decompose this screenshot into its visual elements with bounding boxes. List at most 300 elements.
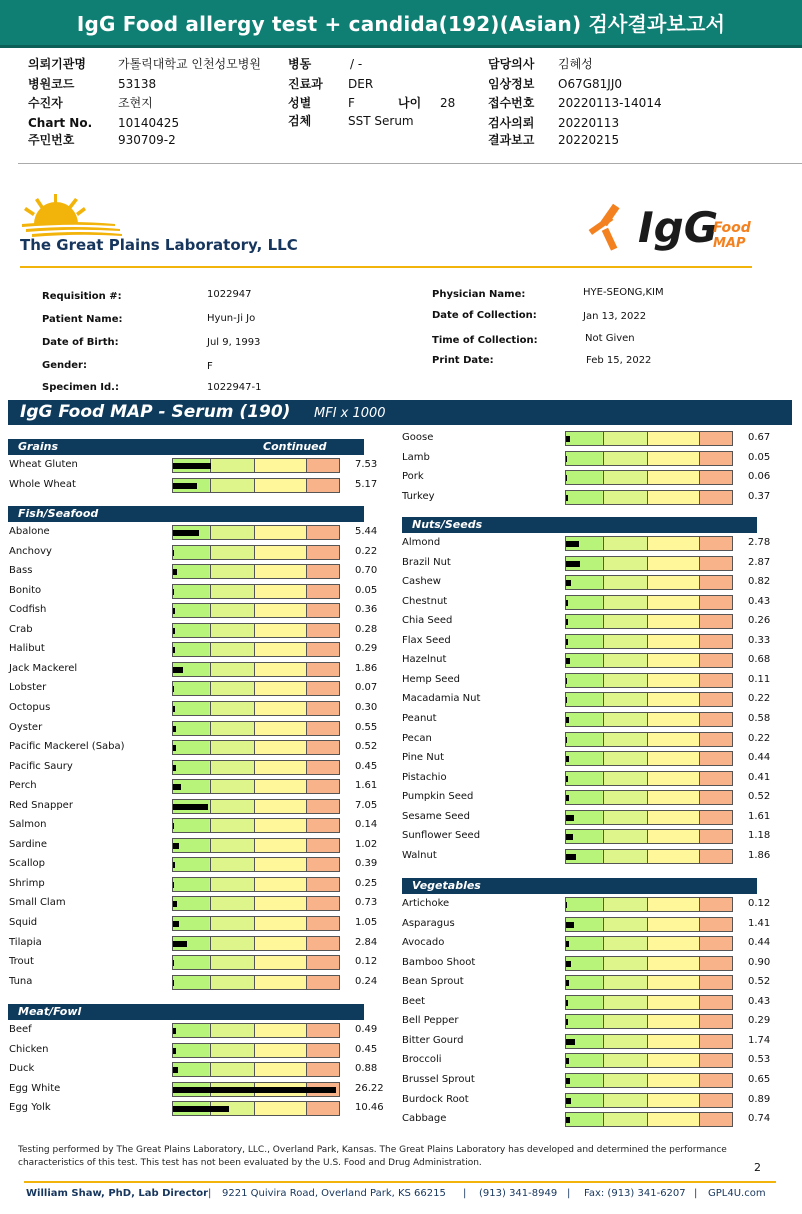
result-value: 0.82 — [748, 576, 771, 588]
food-name: Egg Yolk — [9, 1102, 51, 1114]
food-name: Salmon — [9, 819, 47, 831]
result-bar — [565, 829, 733, 844]
food-name: Crab — [9, 623, 33, 635]
food-name: Pacific Mackerel (Saba) — [9, 741, 125, 753]
bar-divider — [647, 898, 648, 911]
bar-divider — [699, 937, 700, 950]
food-name: Chestnut — [402, 595, 448, 607]
bar-fill — [566, 776, 568, 782]
result-row — [0, 573, 802, 592]
food-name: Bonito — [9, 584, 42, 596]
patient-label: Date of Collection: — [432, 310, 537, 321]
bar-divider — [699, 596, 700, 609]
result-value: 1.02 — [355, 838, 378, 850]
result-bar — [565, 451, 733, 466]
bar-divider — [603, 557, 604, 570]
result-bar — [565, 849, 733, 864]
result-bar — [172, 877, 340, 892]
bar-divider — [647, 937, 648, 950]
result-value: 0.26 — [748, 615, 771, 627]
result-value: 0.68 — [748, 654, 771, 666]
patient-value: 1022947 — [207, 289, 252, 300]
bar-fill — [566, 619, 568, 625]
bar-divider — [603, 432, 604, 445]
result-value: 0.14 — [355, 819, 378, 831]
lab-address: 9221 Quivira Road, Overland Park, KS 66215 — [222, 1188, 446, 1199]
result-value: 2.84 — [355, 936, 378, 948]
food-name: Pacific Saury — [9, 760, 73, 772]
bar-divider — [603, 576, 604, 589]
bar-divider — [603, 830, 604, 843]
result-row — [0, 769, 802, 788]
bar-fill — [566, 495, 568, 501]
food-name: Walnut — [402, 849, 437, 861]
result-bar — [565, 1073, 733, 1088]
bar-divider — [647, 1113, 648, 1126]
result-bar — [565, 810, 733, 825]
bar-divider — [699, 537, 700, 550]
header-value: SST Serum — [348, 114, 414, 128]
food-name: Egg White — [9, 1082, 61, 1094]
result-bar — [565, 556, 733, 571]
result-row — [0, 827, 802, 846]
result-value: 5.17 — [355, 478, 378, 490]
header-label: 검사의뢰 — [488, 116, 535, 130]
result-value: 0.28 — [355, 623, 378, 635]
header-value: 20220215 — [558, 133, 620, 147]
result-row — [0, 730, 802, 749]
result-bar — [565, 751, 733, 766]
result-row — [0, 554, 802, 573]
header-value: 가톨릭대학교 인천성모병원 — [118, 57, 261, 71]
food-name: Oyster — [9, 721, 43, 733]
patient-label: Time of Collection: — [432, 335, 538, 346]
bar-divider — [647, 596, 648, 609]
bar-divider — [699, 898, 700, 911]
food-name: Flax Seed — [402, 634, 451, 646]
page-number: 2 — [754, 1161, 761, 1174]
result-value: 1.86 — [748, 849, 771, 861]
bar-divider — [699, 471, 700, 484]
food-name: Pork — [402, 471, 424, 483]
result-value: 0.53 — [748, 1054, 771, 1066]
bar-divider — [699, 452, 700, 465]
main-title: IgG Food MAP - Serum (190) — [20, 402, 291, 422]
food-name: Bamboo Shoot — [402, 956, 476, 968]
bar-divider — [603, 713, 604, 726]
bar-divider — [603, 1074, 604, 1087]
header-value: 10140425 — [118, 116, 180, 130]
bar-divider — [603, 957, 604, 970]
food-name: Sardine — [9, 838, 48, 850]
result-value: 0.45 — [355, 760, 378, 772]
result-value: 0.12 — [355, 956, 378, 968]
result-row — [0, 895, 802, 914]
bar-divider — [647, 830, 648, 843]
bar-fill — [566, 580, 571, 586]
bar-divider — [647, 976, 648, 989]
bar-divider — [603, 654, 604, 667]
result-value: 0.11 — [748, 673, 771, 685]
header-value: 53138 — [118, 77, 157, 91]
patient-label: Gender: — [42, 360, 87, 371]
bar-fill — [566, 1058, 569, 1064]
result-row — [0, 1071, 802, 1090]
result-row — [0, 993, 802, 1012]
food-name: Broccoli — [402, 1054, 442, 1066]
result-value: 0.05 — [748, 451, 771, 463]
result-value: 0.90 — [748, 956, 771, 968]
result-bar — [565, 1014, 733, 1029]
result-value: 1.61 — [748, 810, 771, 822]
header-value: 20220113 — [558, 116, 620, 130]
bar-divider — [603, 1094, 604, 1107]
food-name: Pumpkin Seed — [402, 791, 474, 803]
result-value: 0.49 — [355, 1024, 378, 1035]
result-value: 0.52 — [355, 741, 378, 753]
bar-divider — [699, 772, 700, 785]
result-row — [0, 1091, 802, 1110]
bar-divider — [647, 1094, 648, 1107]
bar-divider — [647, 1054, 648, 1067]
bar-divider — [603, 1113, 604, 1126]
bar-divider — [603, 1054, 604, 1067]
bar-fill — [566, 1117, 570, 1123]
result-value: 0.73 — [355, 897, 378, 909]
food-name: Brazil Nut — [402, 556, 451, 568]
result-bar — [565, 1034, 733, 1049]
bar-fill — [566, 1000, 568, 1006]
result-value: 10.46 — [355, 1102, 384, 1114]
result-bar — [565, 897, 733, 912]
result-value: 26.22 — [355, 1082, 384, 1094]
bar-fill — [566, 961, 571, 967]
result-row — [0, 934, 802, 953]
bar-divider — [603, 850, 604, 863]
header-value: 김혜성 — [558, 57, 593, 71]
bar-divider — [210, 878, 211, 891]
food-name: Pistachio — [402, 771, 447, 783]
bar-divider — [647, 1015, 648, 1028]
food-name: Wheat Gluten — [9, 459, 78, 470]
bar-divider — [603, 976, 604, 989]
bar-fill — [566, 600, 568, 606]
bar-fill — [566, 756, 569, 762]
bar-divider — [699, 713, 700, 726]
food-name: Chia Seed — [402, 615, 453, 627]
section-title: Nuts/Seeds — [412, 518, 483, 531]
result-row — [0, 1032, 802, 1051]
bar-divider — [603, 772, 604, 785]
bar-divider — [603, 996, 604, 1009]
result-row — [0, 612, 802, 631]
food-name: Pine Nut — [402, 752, 444, 764]
bar-fill — [566, 541, 579, 547]
result-row — [0, 954, 802, 973]
patient-value: HYE-SEONG,KIM — [583, 287, 664, 298]
food-name: Asparagus — [402, 917, 455, 929]
igg-text: IgG — [638, 203, 719, 252]
food-name: Peanut — [402, 712, 437, 724]
result-value: 0.55 — [355, 721, 378, 733]
result-bar — [565, 470, 733, 485]
result-row — [0, 690, 802, 709]
result-bar — [565, 917, 733, 932]
result-bar — [565, 575, 733, 590]
lab-fax: Fax: (913) 341-6207 — [584, 1188, 686, 1199]
food-name: Tilapia — [9, 936, 42, 948]
bar-fill — [566, 436, 570, 442]
bar-divider — [647, 811, 648, 824]
bar-divider — [603, 596, 604, 609]
bar-divider — [699, 491, 700, 504]
food-name: Chicken — [9, 1043, 49, 1055]
result-bar — [565, 771, 733, 786]
food-name: Small Clam — [9, 897, 66, 909]
bar-divider — [647, 752, 648, 765]
bar-divider — [603, 537, 604, 550]
section-title: Fish/Seafood — [18, 507, 99, 520]
header-value: 28 — [440, 96, 456, 110]
food-name: Lamb — [402, 451, 430, 463]
result-value: 1.05 — [355, 917, 378, 928]
bar-divider — [647, 615, 648, 628]
result-bar — [565, 614, 733, 629]
result-value: 0.29 — [748, 1015, 771, 1027]
bar-divider — [699, 1074, 700, 1087]
result-value: 0.41 — [748, 771, 771, 783]
food-name: Cabbage — [402, 1113, 447, 1125]
main-subtitle: MFI x 1000 — [314, 406, 386, 421]
header-label: 나이 — [398, 96, 422, 110]
food-name: Beet — [402, 995, 426, 1007]
food-name: Bean Sprout — [402, 976, 464, 988]
bar-divider — [603, 733, 604, 746]
result-row — [0, 847, 802, 866]
bar-divider — [603, 471, 604, 484]
bar-fill — [566, 834, 573, 840]
bar-divider — [647, 693, 648, 706]
bar-divider — [603, 811, 604, 824]
separator: | — [208, 1188, 212, 1199]
header-label: 성별 — [288, 96, 312, 110]
result-value: 0.30 — [355, 701, 378, 713]
footer-note: Testing performed by The Great Plains Laboratory, LLC., Overland Park, Kansas. The Great Plains Laboratory has developed and determined the performance characteristics of this test. This test has not been evaluated by the U.S. Food and Drug Administration. — [18, 1145, 727, 1168]
bar-divider — [699, 733, 700, 746]
result-row — [0, 632, 802, 651]
bar-divider — [699, 557, 700, 570]
food-name: Goose — [402, 432, 434, 443]
section-title: Vegetables — [412, 879, 481, 892]
result-row — [0, 449, 802, 468]
result-bar — [565, 653, 733, 668]
bar-divider — [699, 996, 700, 1009]
bar-divider — [603, 918, 604, 931]
bar-divider — [647, 471, 648, 484]
result-row — [0, 534, 802, 553]
bar-divider — [647, 850, 648, 863]
bar-fill — [566, 815, 574, 821]
bar-divider — [699, 432, 700, 445]
bar-divider — [647, 432, 648, 445]
section-header — [8, 506, 364, 522]
result-value: 0.43 — [748, 595, 771, 607]
bar-divider — [699, 976, 700, 989]
food-name: Trout — [9, 956, 34, 968]
result-row — [0, 488, 802, 507]
bar-divider — [647, 635, 648, 648]
result-value: 1.41 — [748, 917, 771, 929]
food-name: Macadamia Nut — [402, 693, 481, 705]
food-name: Avocado — [402, 937, 445, 949]
result-value: 0.74 — [748, 1113, 771, 1125]
patient-label: Specimen Id.: — [42, 382, 119, 393]
bar-divider — [603, 674, 604, 687]
bar-divider — [699, 1015, 700, 1028]
result-value: 0.88 — [355, 1063, 378, 1075]
result-row — [0, 973, 802, 992]
bar-fill — [566, 980, 569, 986]
header-label: 임상정보 — [488, 77, 535, 91]
lab-name: The Great Plains Laboratory, LLC — [20, 236, 298, 254]
result-bar — [565, 431, 733, 446]
header-label: 접수번호 — [488, 96, 535, 110]
result-value: 0.07 — [355, 682, 378, 694]
separator: | — [463, 1188, 467, 1199]
divider — [20, 266, 752, 268]
bar-divider — [647, 791, 648, 804]
bar-divider — [306, 878, 307, 891]
result-value: 0.89 — [748, 1093, 771, 1105]
separator: | — [567, 1188, 571, 1199]
bar-fill — [566, 941, 569, 947]
bar-fill — [566, 1078, 570, 1084]
divider — [18, 163, 802, 164]
result-value: 0.67 — [748, 432, 771, 443]
bar-divider — [647, 918, 648, 931]
bar-divider — [603, 791, 604, 804]
result-bar — [565, 634, 733, 649]
result-row — [0, 1110, 802, 1129]
antibody-icon — [580, 202, 640, 258]
result-value: 0.43 — [748, 995, 771, 1007]
bar-divider — [699, 576, 700, 589]
result-row — [0, 749, 802, 768]
header-value: O67G81JJ0 — [558, 77, 622, 91]
bar-divider — [699, 1035, 700, 1048]
food-name: Hazelnut — [402, 654, 447, 666]
result-value: 7.05 — [355, 799, 378, 811]
result-value: 0.44 — [748, 937, 771, 949]
bar-divider — [647, 674, 648, 687]
result-value: 1.86 — [355, 662, 378, 674]
result-value: 0.22 — [748, 693, 771, 705]
bar-fill — [566, 795, 569, 801]
result-row — [0, 468, 802, 487]
bar-divider — [647, 576, 648, 589]
patient-value: F — [207, 361, 213, 372]
result-row — [0, 915, 802, 934]
bar-fill — [566, 922, 574, 928]
result-bar — [565, 712, 733, 727]
result-value: 0.70 — [355, 565, 378, 577]
food-name: Octopus — [9, 701, 51, 713]
header-value: 조현지 — [118, 96, 153, 110]
result-value: 0.22 — [355, 545, 378, 557]
result-row — [0, 651, 802, 670]
food-name: Bitter Gourd — [402, 1034, 464, 1046]
result-value: 0.37 — [748, 490, 771, 502]
section-title: Grains — [18, 440, 59, 453]
bar-fill — [566, 1019, 568, 1025]
food-name: Jack Mackerel — [9, 662, 78, 674]
bar-divider — [603, 752, 604, 765]
bar-fill — [566, 1098, 571, 1104]
result-value: 0.05 — [355, 584, 378, 596]
result-value: 0.52 — [748, 976, 771, 988]
result-value: 1.18 — [748, 830, 771, 842]
food-name: Almond — [402, 537, 441, 548]
food-name: Sesame Seed — [402, 810, 470, 822]
bar-divider — [699, 850, 700, 863]
bar-divider — [699, 918, 700, 931]
header-label: 주민번호 — [28, 133, 75, 147]
bar-divider — [254, 878, 255, 891]
patient-value: 1022947-1 — [207, 382, 262, 393]
lab-phone: (913) 341-8949 — [479, 1188, 558, 1199]
result-row — [0, 671, 802, 690]
food-name: Bell Pepper — [402, 1015, 459, 1027]
food-name: Duck — [9, 1063, 35, 1075]
bar-divider — [699, 957, 700, 970]
food-name: Artichoke — [402, 898, 450, 909]
result-bar — [565, 595, 733, 610]
result-row — [0, 429, 802, 448]
bar-divider — [699, 635, 700, 648]
result-value: 0.12 — [748, 898, 771, 909]
header-value: F — [348, 96, 355, 110]
patient-value: Jan 13, 2022 — [583, 311, 647, 322]
bar-divider — [647, 713, 648, 726]
bar-divider — [699, 1054, 700, 1067]
header-value: / - — [350, 57, 363, 71]
food-name: Beef — [9, 1024, 32, 1035]
bar-fill — [566, 717, 569, 723]
bar-divider — [647, 1074, 648, 1087]
header-label: 수진자 — [28, 96, 63, 110]
bar-divider — [603, 898, 604, 911]
bar-divider — [603, 452, 604, 465]
header-label: 담당의사 — [488, 57, 535, 71]
bar-divider — [699, 1113, 700, 1126]
result-row — [0, 1012, 802, 1031]
result-bar — [565, 936, 733, 951]
bar-divider — [603, 693, 604, 706]
patient-label: Patient Name: — [42, 314, 123, 325]
bar-fill — [566, 678, 567, 684]
food-name: Squid — [9, 917, 38, 928]
result-value: 0.58 — [748, 712, 771, 724]
bar-divider — [699, 654, 700, 667]
food-name: Burdock Root — [402, 1093, 469, 1105]
food-name: Scallop — [9, 858, 45, 870]
patient-value: Not Given — [585, 333, 635, 344]
food-name: Brussel Sprout — [402, 1073, 475, 1085]
result-bar — [565, 790, 733, 805]
result-value: 1.61 — [355, 780, 378, 792]
result-row — [0, 808, 802, 827]
result-value: 2.78 — [748, 537, 771, 548]
